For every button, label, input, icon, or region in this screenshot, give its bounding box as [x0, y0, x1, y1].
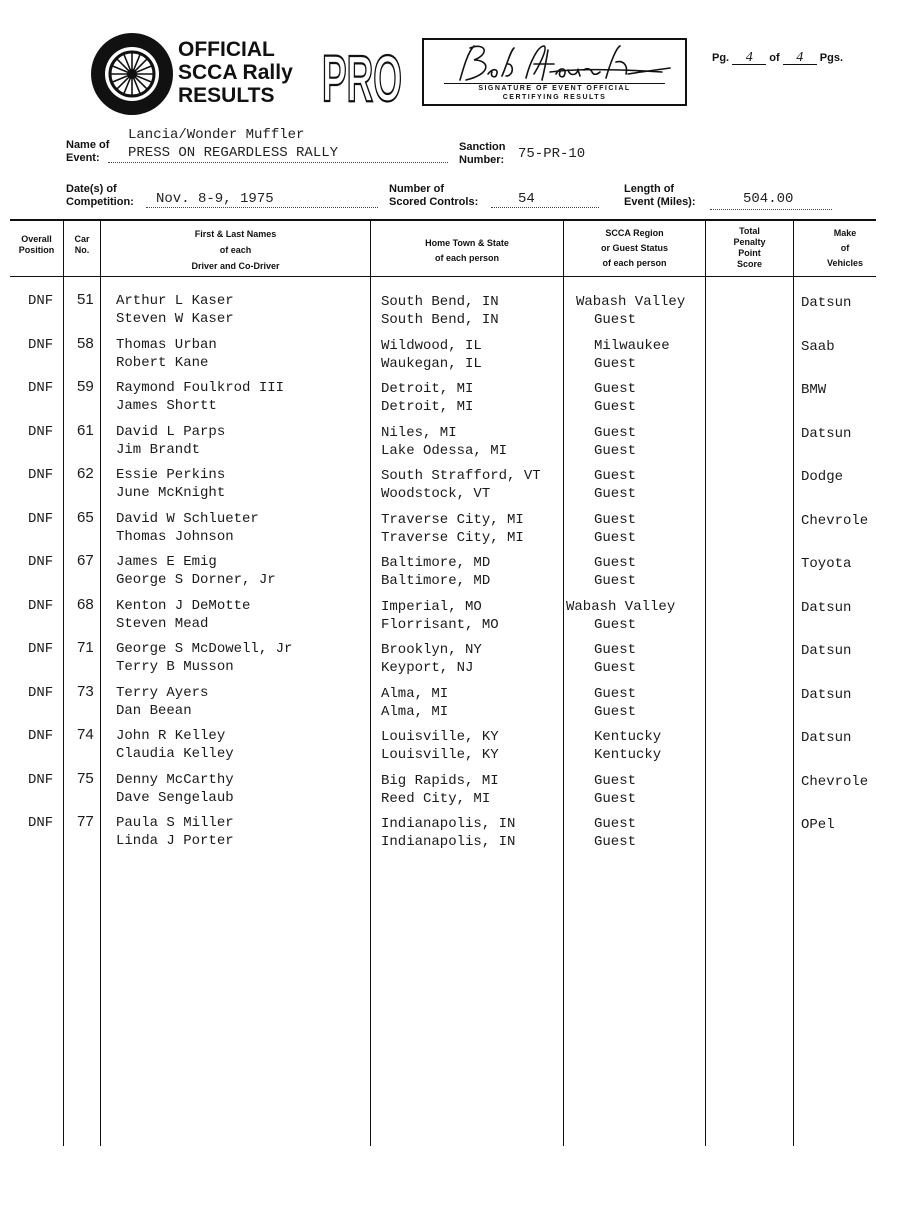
driver-name: Denny McCarthy [116, 771, 234, 788]
col-header-region-2: or Guest Status [600, 243, 668, 253]
vehicle-make: Datsun [801, 686, 852, 703]
overall-position: DNF [28, 597, 54, 614]
driver-region: Guest [594, 642, 637, 658]
codriver-name: James Shortt [116, 398, 217, 414]
codriver-region: Guest [594, 703, 637, 720]
driver-name: David W Schlueter [116, 510, 259, 527]
col-header-names-2: of each [219, 245, 252, 255]
car-number: 67 [77, 552, 94, 569]
driver-home-town: Alma, MI [381, 685, 449, 702]
overall-position: DNF [28, 728, 54, 744]
scca-seal-icon [90, 32, 174, 116]
col-header-penalty-1: Total [739, 226, 760, 236]
codriver-name: June McKnight [116, 485, 226, 501]
driver-home-town: Traverse City, MI [381, 511, 524, 528]
codriver-name: Steven W Kaser [116, 311, 234, 327]
col-divider-5 [705, 220, 706, 1146]
col-header-penalty-4: Score [736, 259, 762, 269]
col-header-region-3: of each person [602, 258, 667, 268]
car-number: 59 [77, 378, 94, 395]
overall-position: DNF [28, 467, 54, 483]
driver-name: David L Parps [116, 423, 226, 440]
overall-position: DNF [28, 641, 54, 657]
overall-position: DNF [28, 380, 54, 396]
codriver-name: Linda J Porter [116, 833, 234, 849]
page-suffix: Pgs. [819, 52, 843, 64]
driver-home-town: Louisville, KY [381, 729, 499, 745]
driver-name: George S McDowell, Jr [116, 641, 293, 657]
length-label [624, 183, 696, 209]
signature-caption [424, 84, 685, 102]
table-top-rule [10, 219, 876, 221]
col-header-make-1: Make [833, 228, 857, 238]
event-name-label [66, 139, 109, 165]
codriver-home-town: Indianapolis, IN [381, 834, 516, 850]
vehicle-make: Chevrole [801, 512, 869, 529]
overall-position: DNF [28, 815, 54, 831]
dates-label [66, 183, 134, 209]
driver-name: Kenton J DeMotte [116, 597, 251, 614]
driver-home-town: South Bend, IN [381, 294, 499, 310]
codriver-name: Thomas Johnson [116, 528, 234, 545]
vehicle-make: Datsun [801, 643, 852, 659]
driver-name: Paula S Miller [116, 815, 234, 831]
codriver-home-town: Baltimore, MD [381, 573, 491, 589]
vehicle-make: Datsun [801, 730, 852, 746]
overall-position: DNF [28, 771, 54, 788]
codriver-home-town: Louisville, KY [381, 747, 499, 763]
codriver-region: Guest [594, 355, 637, 372]
driver-home-town: Niles, MI [381, 424, 457, 441]
overall-position: DNF [28, 423, 54, 440]
length-label-2: Event (Miles): [624, 196, 696, 208]
codriver-name: Claudia Kelley [116, 746, 234, 762]
car-number: 65 [77, 508, 94, 526]
driver-name: Essie Perkins [116, 467, 226, 483]
driver-region: Guest [594, 511, 637, 528]
driver-region: Wabash Valley [576, 294, 686, 310]
driver-home-town: Baltimore, MD [381, 555, 491, 571]
sanction-label-2: Number: [459, 154, 505, 166]
col-header-home-town [371, 236, 563, 266]
codriver-region: Guest [594, 616, 637, 633]
codriver-name: Jim Brandt [116, 441, 201, 458]
col-divider-2 [100, 220, 101, 1146]
driver-home-town: Brooklyn, NY [381, 642, 482, 658]
codriver-name: Dan Beean [116, 702, 192, 719]
car-number: 74 [77, 726, 94, 743]
event-sponsor: Lancia/Wonder Muffler [128, 127, 305, 143]
driver-home-town: Wildwood, IL [381, 337, 482, 354]
codriver-name: Terry B Musson [116, 659, 234, 675]
col-header-home-1: Home Town & State [425, 238, 509, 248]
page-of: of [769, 52, 780, 64]
col-header-penalty [706, 226, 793, 270]
driver-home-town: South Strafford, VT [381, 468, 541, 484]
driver-name: Arthur L Kaser [116, 293, 234, 309]
car-number: 75 [77, 769, 94, 787]
car-number: 58 [77, 334, 94, 352]
driver-region: Guest [594, 424, 637, 441]
codriver-home-town: Detroit, MI [381, 399, 474, 415]
car-number: 77 [77, 813, 94, 830]
overall-position: DNF [28, 510, 54, 527]
vehicle-make: Datsun [801, 599, 852, 616]
codriver-region: Guest [594, 312, 637, 328]
driver-home-town: Imperial, MO [381, 598, 482, 615]
codriver-home-town: Reed City, MI [381, 790, 491, 807]
car-number: 73 [77, 682, 94, 700]
col-header-make-2: of [840, 243, 850, 253]
car-number: 68 [77, 595, 94, 613]
col-header-region [564, 226, 705, 271]
codriver-home-town: South Bend, IN [381, 312, 499, 328]
competition-dates: Nov. 8-9, 1975 [156, 191, 274, 207]
logo-line-results: RESULTS [178, 84, 275, 107]
event-name-dotline [108, 162, 448, 163]
vehicle-make: Chevrole [801, 773, 869, 790]
driver-region: Milwaukee [594, 337, 670, 354]
col-header-names [101, 226, 370, 274]
official-signature-image [430, 42, 680, 86]
controls-label-1: Number of [389, 183, 444, 195]
codriver-name: Dave Sengelaub [116, 789, 234, 806]
codriver-home-town: Lake Odessa, MI [381, 442, 508, 459]
driver-home-town: Indianapolis, IN [381, 816, 516, 832]
table-header-rule [10, 276, 876, 277]
vehicle-make: OPel [801, 817, 835, 833]
vehicle-make: Datsun [801, 425, 852, 442]
dates-dotline [146, 207, 378, 208]
driver-region: Guest [594, 555, 637, 571]
col-divider-1 [63, 220, 64, 1146]
vehicle-make: Datsun [801, 295, 852, 311]
controls-label [389, 183, 478, 209]
pro-logo [320, 41, 404, 115]
dates-label-2: Competition: [66, 196, 134, 208]
codriver-name: Steven Mead [116, 615, 209, 632]
codriver-region: Guest [594, 442, 637, 459]
col-header-names-1: First & Last Names [194, 229, 277, 239]
dates-label-1: Date(s) of [66, 183, 117, 195]
controls-dotline [491, 207, 599, 208]
signature-caption-line2: CERTIFYING RESULTS [502, 94, 607, 101]
driver-home-town: Big Rapids, MI [381, 772, 499, 789]
controls-label-2: Scored Controls: [389, 196, 479, 208]
vehicle-make: Dodge [801, 469, 844, 485]
codriver-region: Guest [594, 660, 637, 676]
vehicle-make: Toyota [801, 556, 852, 572]
codriver-region: Guest [594, 399, 637, 415]
page-total: 4 [783, 52, 817, 65]
codriver-name: George S Dorner, Jr [116, 572, 276, 588]
codriver-home-town: Florrisant, MO [381, 616, 499, 633]
logo-line-official: OFFICIAL [178, 38, 275, 61]
event-name-label-2: Event: [66, 152, 100, 164]
codriver-home-town: Alma, MI [381, 703, 449, 720]
col-header-overall-2: Position [18, 245, 55, 255]
col-header-car-no [64, 234, 100, 256]
event-name-label-1: Name of [66, 139, 110, 151]
col-header-penalty-3: Point [738, 248, 761, 258]
overall-position: DNF [28, 293, 54, 309]
codriver-name: Robert Kane [116, 354, 209, 371]
codriver-home-town: Woodstock, VT [381, 486, 491, 502]
codriver-region: Kentucky [594, 747, 662, 763]
event-length-miles: 504.00 [743, 191, 794, 207]
overall-position: DNF [28, 336, 54, 353]
scored-controls: 54 [518, 191, 535, 207]
driver-name: Thomas Urban [116, 336, 217, 353]
car-number: 61 [77, 421, 94, 439]
driver-name: John R Kelley [116, 728, 226, 744]
col-header-penalty-2: Penalty [733, 237, 766, 247]
driver-region: Guest [594, 816, 637, 832]
event-name: PRESS ON REGARDLESS RALLY [128, 145, 339, 161]
col-header-overall-1: Overall [21, 234, 52, 244]
col-divider-4 [563, 220, 564, 1146]
codriver-home-town: Waukegan, IL [381, 355, 482, 372]
driver-name: James E Emig [116, 554, 217, 570]
logo-title [178, 38, 293, 107]
vehicle-make: Saab [801, 338, 835, 355]
signature-box [422, 38, 687, 106]
col-header-make [794, 226, 896, 271]
driver-name: Raymond Foulkrod III [116, 380, 285, 396]
page-current: 4 [732, 52, 766, 65]
col-header-car-1: Car [74, 234, 90, 244]
page-number [712, 52, 843, 65]
driver-region: Guest [594, 772, 637, 789]
codriver-home-town: Traverse City, MI [381, 529, 524, 546]
codriver-region: Guest [594, 486, 637, 502]
sanction-number: 75-PR-10 [518, 146, 586, 162]
overall-position: DNF [28, 554, 54, 570]
col-header-car-2: No. [74, 245, 90, 255]
length-dotline [710, 209, 832, 210]
car-number: 51 [77, 291, 94, 308]
codriver-region: Guest [594, 573, 637, 589]
col-divider-6 [793, 220, 794, 1146]
col-header-names-3: Driver and Co-Driver [191, 261, 280, 271]
signature-caption-line1: SIGNATURE OF EVENT OFFICIAL [478, 85, 631, 92]
sanction-label [459, 141, 505, 167]
car-number: 62 [77, 465, 94, 482]
length-label-1: Length of [624, 183, 675, 195]
pro-logo-text: PRO [322, 41, 402, 115]
col-header-make-3: Vehicles [826, 258, 864, 268]
col-header-region-1: SCCA Region [605, 228, 664, 238]
driver-region: Guest [594, 468, 637, 484]
car-number: 71 [77, 639, 94, 656]
codriver-region: Guest [594, 529, 637, 546]
vehicle-make: BMW [801, 382, 827, 398]
overall-position: DNF [28, 684, 54, 701]
sanction-label-1: Sanction [459, 141, 506, 153]
driver-region: Guest [594, 685, 637, 702]
col-divider-3 [370, 220, 371, 1146]
driver-home-town: Detroit, MI [381, 381, 474, 397]
driver-region: Kentucky [594, 729, 662, 745]
logo-line-scca: SCCA Rally [178, 61, 293, 84]
driver-region: Wabash Valley [566, 598, 676, 615]
codriver-region: Guest [594, 790, 637, 807]
col-header-overall-position [10, 234, 63, 256]
codriver-home-town: Keyport, NJ [381, 660, 474, 676]
driver-name: Terry Ayers [116, 684, 209, 701]
page-prefix: Pg. [712, 52, 730, 64]
col-header-home-2: of each person [434, 253, 499, 263]
driver-region: Guest [594, 381, 637, 397]
codriver-region: Guest [594, 834, 637, 850]
